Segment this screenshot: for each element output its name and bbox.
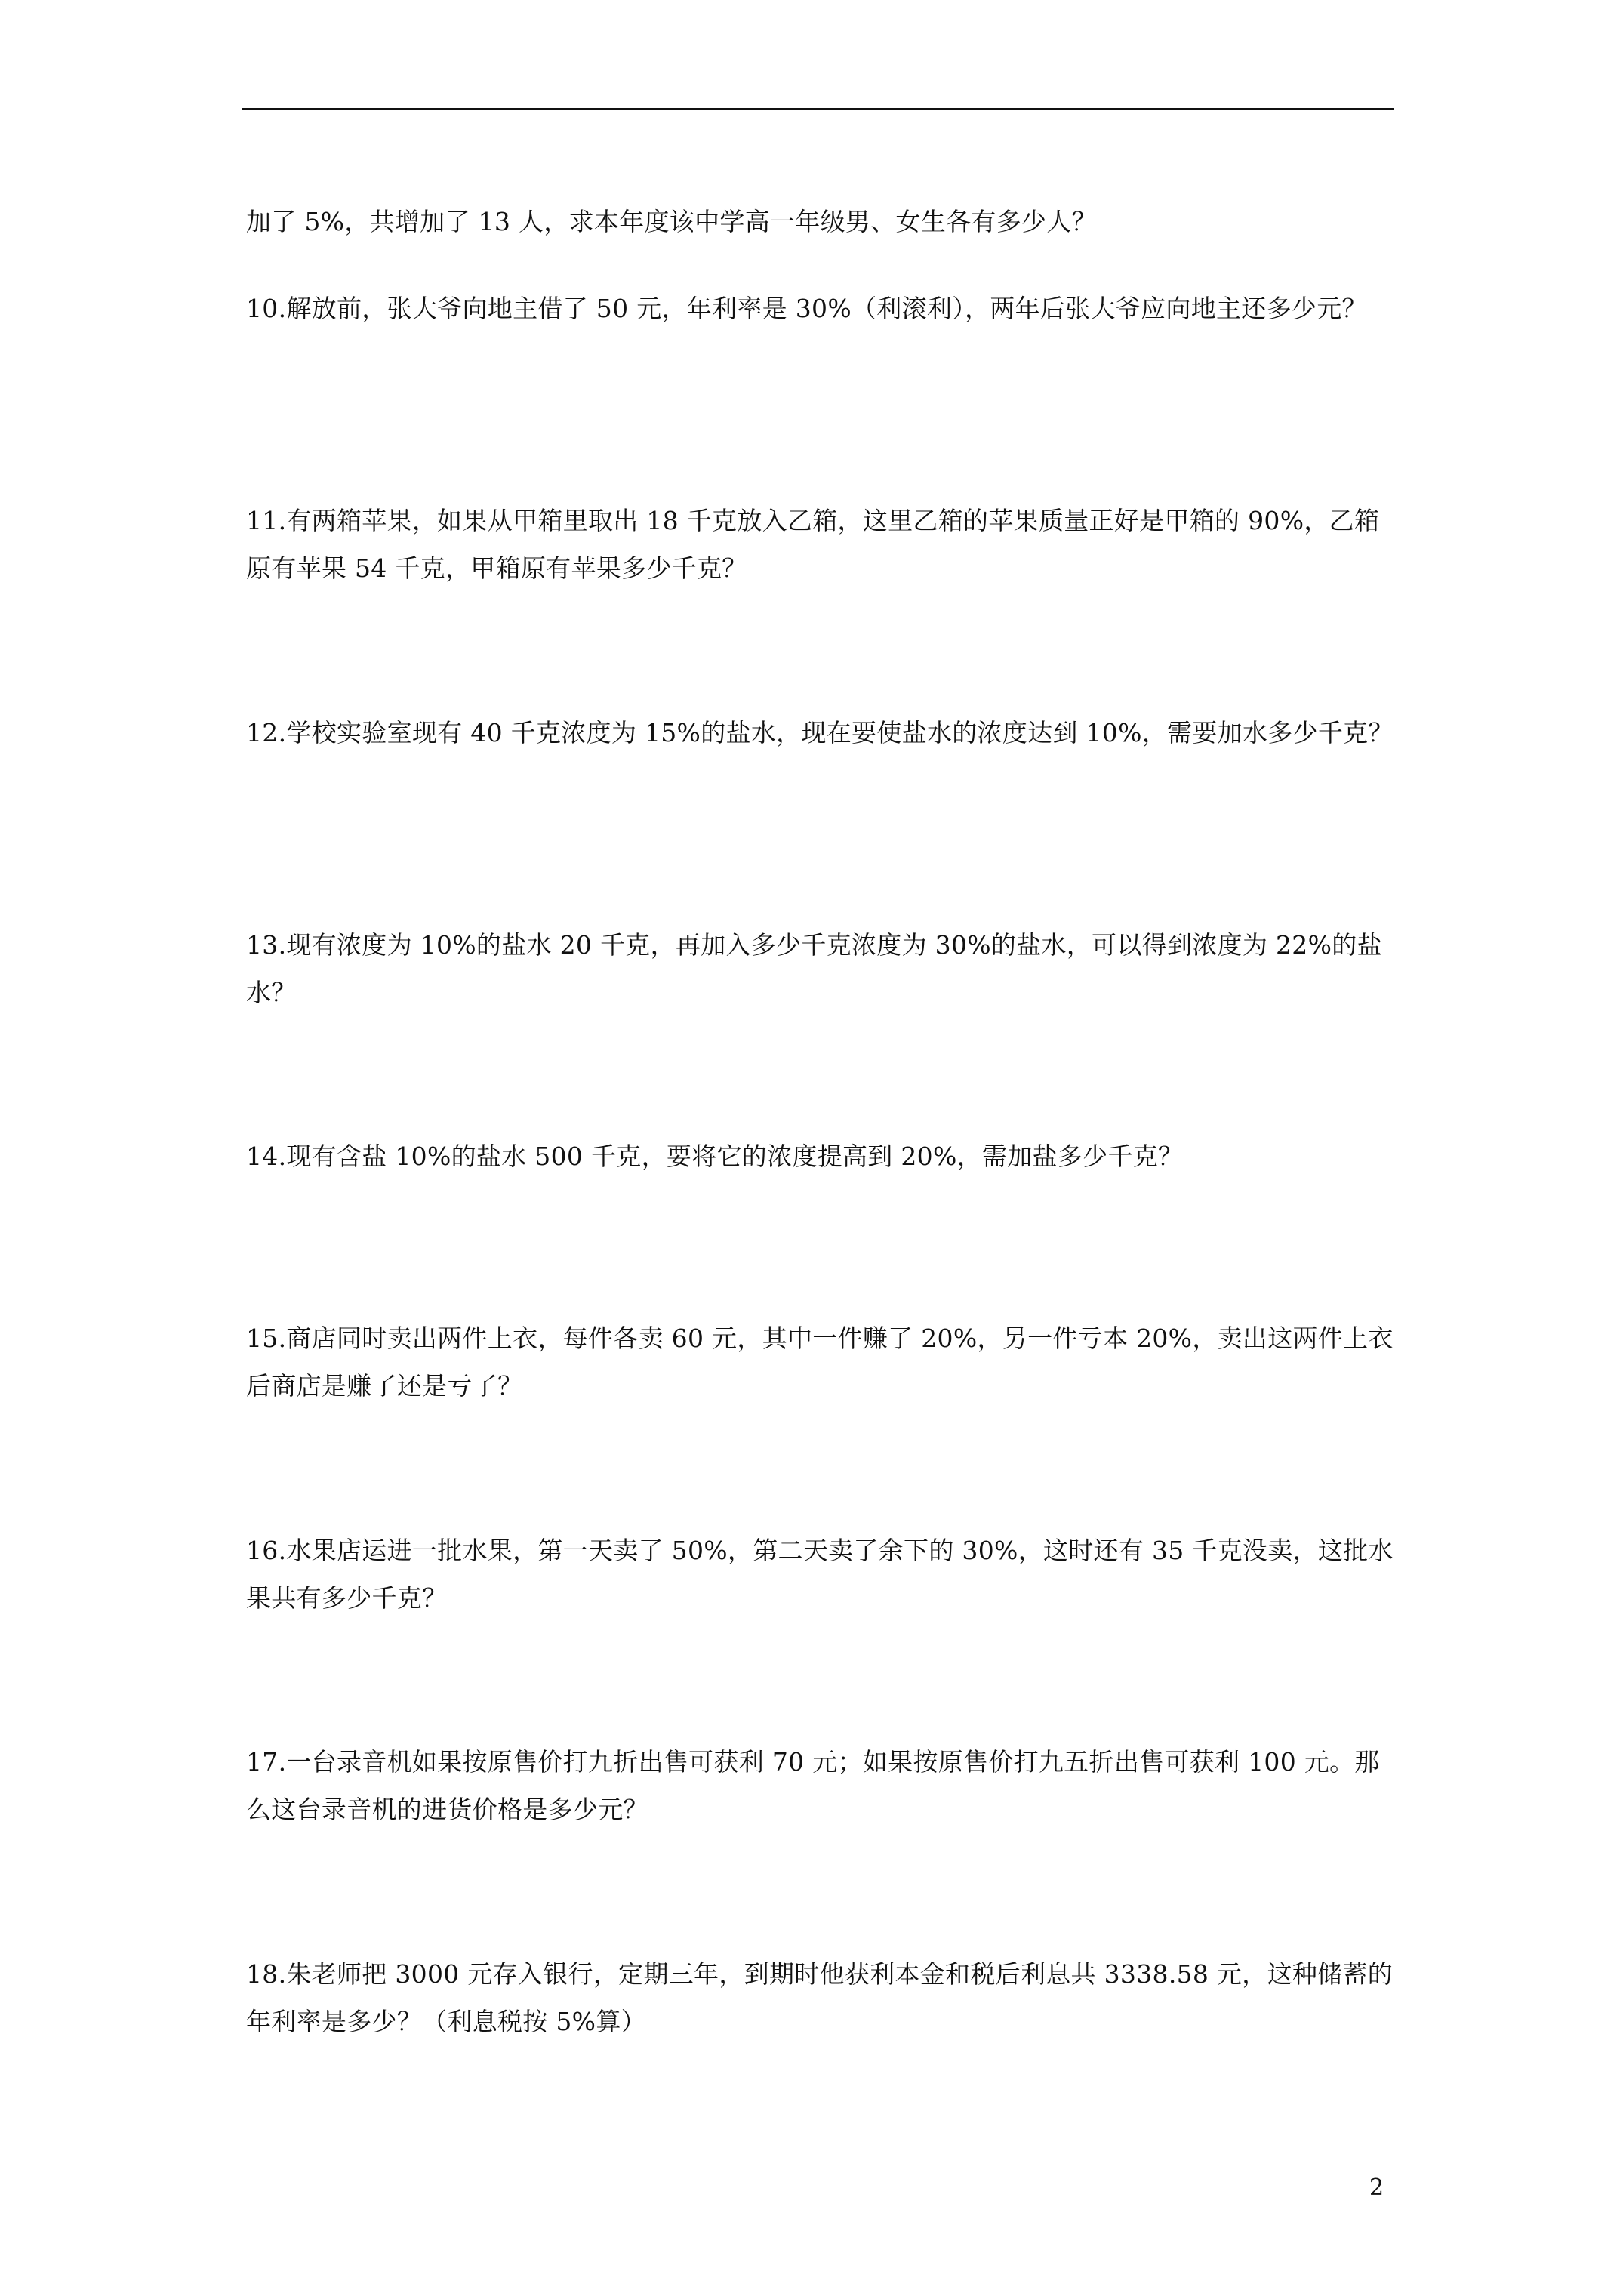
problem-18: 18.朱老师把 3000 元存入银行，定期三年，到期时他获利本金和税后利息共 3338.58 元，这种储蓄的年利率是多少？（利息税按 5%算） bbox=[246, 1959, 1394, 2036]
problem-13: 13.现有浓度为 10%的盐水 20 千克，再加入多少千克浓度为 30%的盐水，可以得到浓度为 22%的盐水？ bbox=[246, 930, 1382, 1007]
header-rule bbox=[242, 108, 1394, 110]
problem-14: 14.现有含盐 10%的盐水 500 千克，要将它的浓度提高到 20%，需加盐多少千克？ bbox=[246, 1142, 1184, 1171]
problem-10: 10.解放前，张大爷向地主借了 50 元，年利率是 30%（利滚利），两年后张大爷应向地主还多少元？ bbox=[246, 294, 1367, 323]
problem-12: 12.学校实验室现有 40 千克浓度为 15%的盐水，现在要使盐水的浓度达到 10%，需要加水多少千克？ bbox=[246, 718, 1394, 747]
problem-11: 11.有两箱苹果，如果从甲箱里取出 18 千克放入乙箱，这里乙箱的苹果质量正好是甲箱的 90%，乙箱原有苹果 54 千克，甲箱原有苹果多少千克？ bbox=[246, 506, 1380, 583]
page-number: 2 bbox=[1369, 2174, 1384, 2201]
problem-17: 17.一台录音机如果按原售价打九折出售可获利 70 元；如果按原售价打九五折出售可获利 100 元。那么这台录音机的进货价格是多少元？ bbox=[246, 1747, 1380, 1824]
problem-continuation: 加了 5%，共增加了 13 人，求本年度该中学高一年级男、女生各有多少人？ bbox=[246, 207, 1097, 236]
problem-16: 16.水果店运进一批水果，第一天卖了 50%，第二天卖了余下的 30%，这时还有 35 千克没卖，这批水果共有多少千克？ bbox=[246, 1536, 1394, 1613]
problem-15: 15.商店同时卖出两件上衣，每件各卖 60 元，其中一件赚了 20%，另一件亏本 20%，卖出这两件上衣后商店是赚了还是亏了？ bbox=[246, 1324, 1394, 1401]
